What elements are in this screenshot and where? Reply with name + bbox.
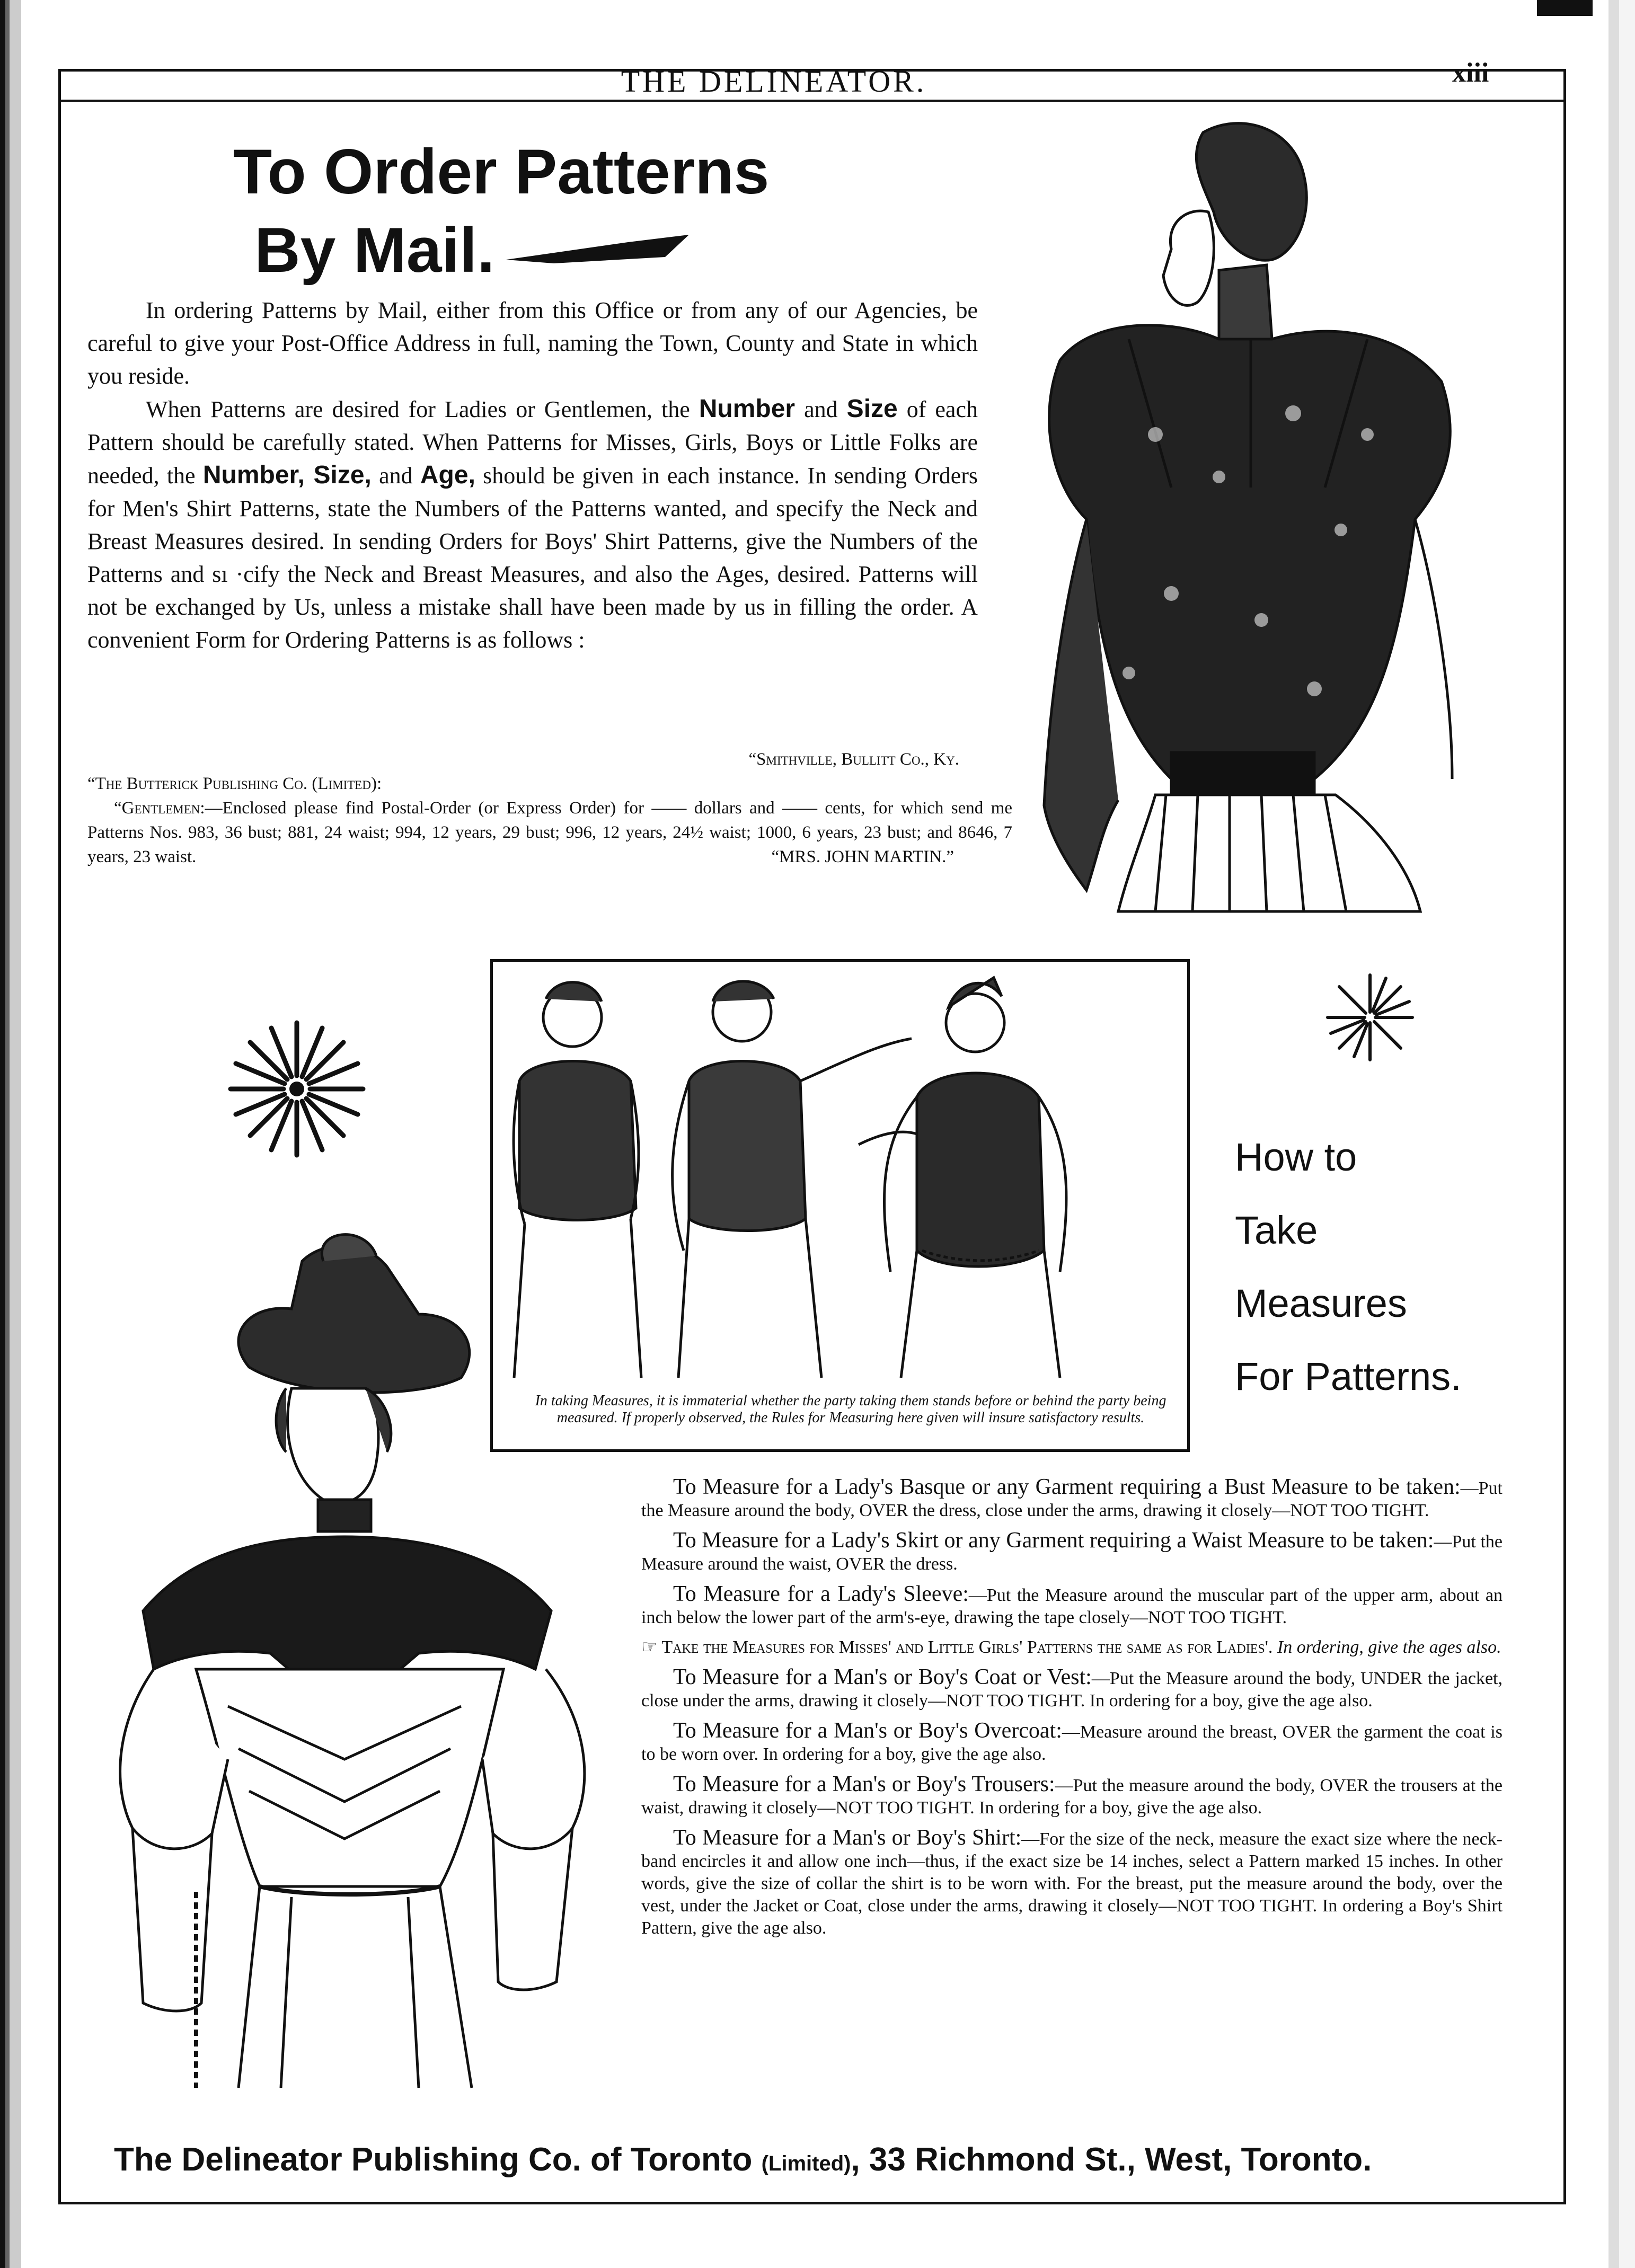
- how-to-line-4: For Patterns.: [1235, 1354, 1462, 1398]
- inset-caption: In taking Measures, it is immaterial whether the party taking them stands before or behind the party being measured. If properly observed, the Rules for Measuring here given will insure satisfactory results.: [535, 1393, 1166, 1426]
- how-to-line-3: Measures: [1235, 1281, 1407, 1325]
- sample-place: “Smithville, Bullitt Co., Ky.: [748, 750, 959, 769]
- scan-edge-left: [0, 0, 21, 2268]
- title-line-2: By Mail.: [254, 215, 495, 286]
- woman-back-view-illustration: [996, 117, 1526, 922]
- woman-with-hat-illustration: [101, 1229, 657, 2098]
- rule-shirt: To Measure for a Man's or Boy's Shirt:—For the size of the neck, measure the exact size where the neck-band encircles it and allow one inch—thus, if the exact size be 14 inches, select a Pattern marked 15 inches. In other words, give the size of collar the shirt is to be worn with. For the breast, put the measure around the body, over the vest, under the Jacket or Coat, close under the arms, drawing it closely—NOT TOO TIGHT. In ordering a Boy's Shirt Pattern, give the age also.: [641, 1826, 1503, 1938]
- rule-overcoat: To Measure for a Man's or Boy's Overcoat:—Measure around the breast, OVER the garment the coat is to be worn over. In ordering for a boy, give the age also.: [641, 1718, 1503, 1764]
- rule-coat-vest: To Measure for a Man's or Boy's Coat or Vest:—Put the Measure around the body, UNDER the jacket, close under the arms, drawing it closely—NOT TOO TIGHT. In ordering for a boy, give the age also.: [641, 1665, 1503, 1711]
- rule-misses-note: ☞ Take the Measures for Misses' and Little Girls' Patterns the same as for Ladies'. In ordering, give the ages also.: [641, 1637, 1501, 1657]
- sample-salutation: “Gentlemen:: [114, 799, 205, 818]
- emphasis-age: Age,: [420, 461, 475, 489]
- rule-lady-skirt: To Measure for a Lady's Skirt or any Garment requiring a Waist Measure to be taken:—Put the Measure around the waist, OVER the dress.: [641, 1528, 1503, 1574]
- rule-lady-basque: To Measure for a Lady's Basque or any Garment requiring a Bust Measure to be taken:—Put the Measure around the body, OVER the dress, close under the arms, drawing it closely—NOT TOO TIGHT.: [641, 1475, 1503, 1520]
- rule-trousers: To Measure for a Man's or Boy's Trousers:—Put the measure around the body, OVER the trousers at the waist, drawing it closely—NOT TOO TIGHT. In ordering for a boy, give the age also.: [641, 1772, 1503, 1818]
- ordering-instructions: [87, 294, 978, 657]
- arrow-ornament-icon: [506, 231, 692, 268]
- starburst-ornament-icon: [1322, 970, 1418, 1065]
- measuring-rules: [641, 1476, 1503, 1947]
- how-to-line-2: Take: [1235, 1208, 1318, 1252]
- footer-address: , 33 Richmond St., West, Toronto.: [851, 2141, 1372, 2178]
- emphasis-number-size: Number, Size,: [202, 461, 372, 489]
- sample-body: “Gentlemen:—Enclosed please find Postal-Order (or Express Order) for —— dollars and —— cents, for which send me Patterns Nos. 983, 36 bust; 881, 24 waist; 994, 12 years, 29 bust; 996, 12 years, 24½ waist; 1000, 6 years, 23 bust; and 8646, 7 years, 23 waist.: [87, 799, 1012, 866]
- scan-edge-right: [1593, 0, 1635, 2268]
- sample-addressee: “The Butterick Publishing Co. (Limited):: [87, 774, 382, 793]
- footer-limited: (Limited): [761, 2152, 851, 2175]
- sample-order-form: [87, 747, 1012, 869]
- page-number: xiii: [1452, 58, 1489, 88]
- emphasis-number: Number: [699, 395, 796, 423]
- footer-publisher: The Delineator Publishing Co. of Toronto: [114, 2141, 753, 2178]
- running-head: THE DELINEATOR.: [621, 64, 927, 99]
- how-to-take-measures-heading: [1235, 1121, 1462, 1413]
- paragraph-address: In ordering Patterns by Mail, either from this Office or from any of our Agencies, be careful to give your Post-Office Address in full, naming the Town, County and State in which you reside.: [87, 297, 978, 389]
- sample-signature: “MRS. JOHN MARTIN.”: [771, 847, 954, 866]
- rule-lady-sleeve: To Measure for a Lady's Sleeve:—Put the Measure around the muscular part of the upper arm, about an inch below the lower part of the arm's-eye, drawing the tape closely—NOT TOO TIGHT.: [641, 1582, 1503, 1627]
- emphasis-size: Size: [846, 395, 898, 423]
- title-line-1: To Order Patterns: [233, 136, 770, 207]
- how-to-line-1: How to: [1235, 1135, 1357, 1179]
- header-rule: [58, 100, 1566, 102]
- publisher-footer: [114, 2141, 1556, 2178]
- paragraph-patterns: When Patterns are desired for Ladies or Gentlemen, the Number and Size of each Pattern should be carefully stated. When Patterns for Misses, Girls, Boys or Little Folks are needed, the Number, Size, and Age, should be given in each instance. In sending Orders for Men's Shirt Patterns, state the Numbers of the Patterns wanted, and specify the Neck and Breast Measures desired. In sending Orders for Boys' Shirt Patterns, give the Numbers of the Patterns and sı ·cify the Neck and Breast Measures, and also the Ages, desired. Patterns will not be exchanged by Us, unless a mistake shall have been made by us in filling the order. A convenient Form for Ordering Patterns is as follows :: [87, 395, 978, 653]
- sunburst-ornament-icon: [220, 1012, 374, 1166]
